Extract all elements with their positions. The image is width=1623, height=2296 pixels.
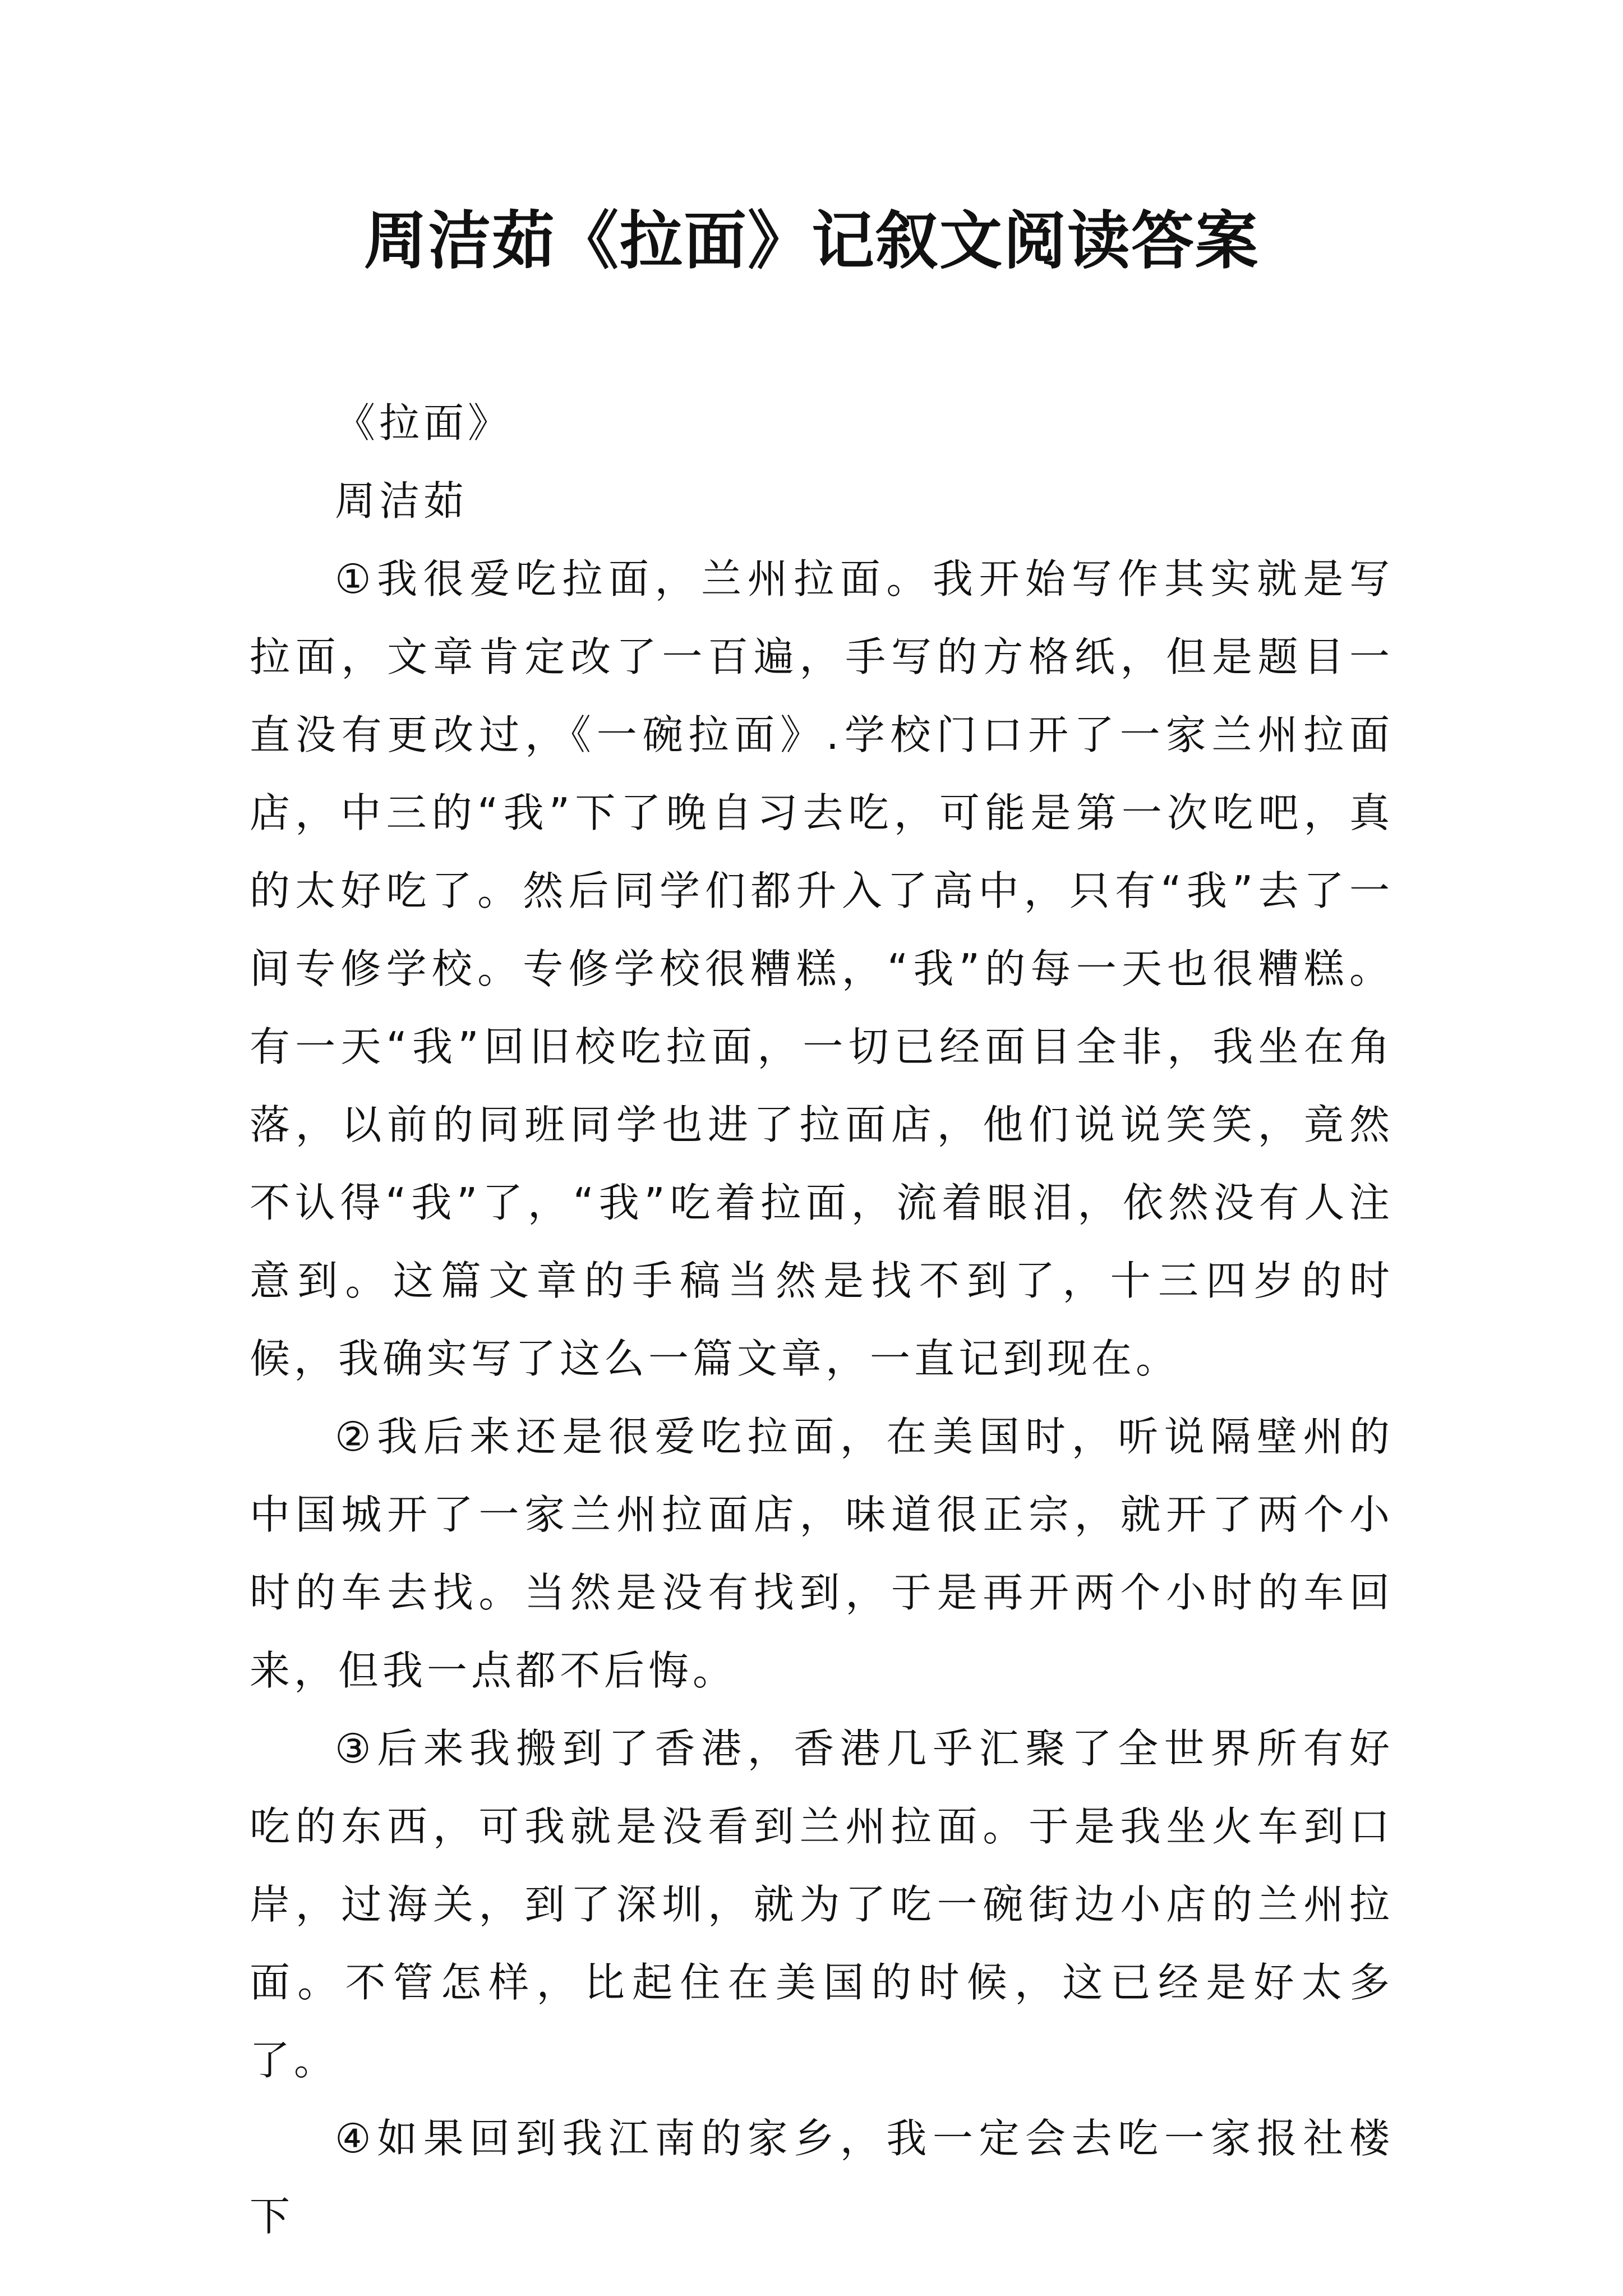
- author-line: 周洁茹: [335, 477, 468, 524]
- paragraph-2: ②我后来还是很爱吃拉面，在美国时，听说隔壁州的中国城开了一家兰州拉面店，味道很正宗，就开了两个小时的车去找。当然是没有找到，于是再开两个小时的车回来，但我一点都不后悔。: [250, 1413, 1394, 1694]
- piece-title-line: 《拉面》: [335, 399, 513, 447]
- article-body: [250, 384, 1394, 2256]
- paragraph-1: ①我很爱吃拉面，兰州拉面。我开始写作其实就是写拉面，文章肯定改了一百遍，手写的方格纸，但是题目一直没有更改过，《一碗拉面》.学校门口开了一家兰州拉面店，中三的“我”下了晚自习去吃，可能是第一次吃吧，真的太好吃了。然后同学们都升入了高中，只有“我”去了一间专修学校。专修学校很糟糕，“我”的每一天也很糟糕。有一天“我”回旧校吃拉面，一切已经面目全非，我坐在角落，以前的同班同学也进了拉面店，他们说说笑笑，竟然不认得“我”了，“我”吃着拉面，流着眼泪，依然没有人注意到。这篇文章的手稿当然是找不到了，十三四岁的时候，我确实写了这么一篇文章，一直记到现在。: [250, 555, 1394, 1382]
- document-title: 周洁茹《拉面》记叙文阅读答案: [364, 204, 1259, 278]
- paragraph-4: ④如果回到我江南的家乡，我一定会去吃一家报社楼下: [250, 2115, 1394, 2240]
- paragraph-3: ③后来我搬到了香港，香港几乎汇聚了全世界所有好吃的东西，可我就是没看到兰州拉面。于是我坐火车到口岸，过海关，到了深圳，就为了吃一碗街边小店的兰州拉面。不管怎样，比起住在美国的时候，这已经是好太多了。: [250, 1725, 1394, 2084]
